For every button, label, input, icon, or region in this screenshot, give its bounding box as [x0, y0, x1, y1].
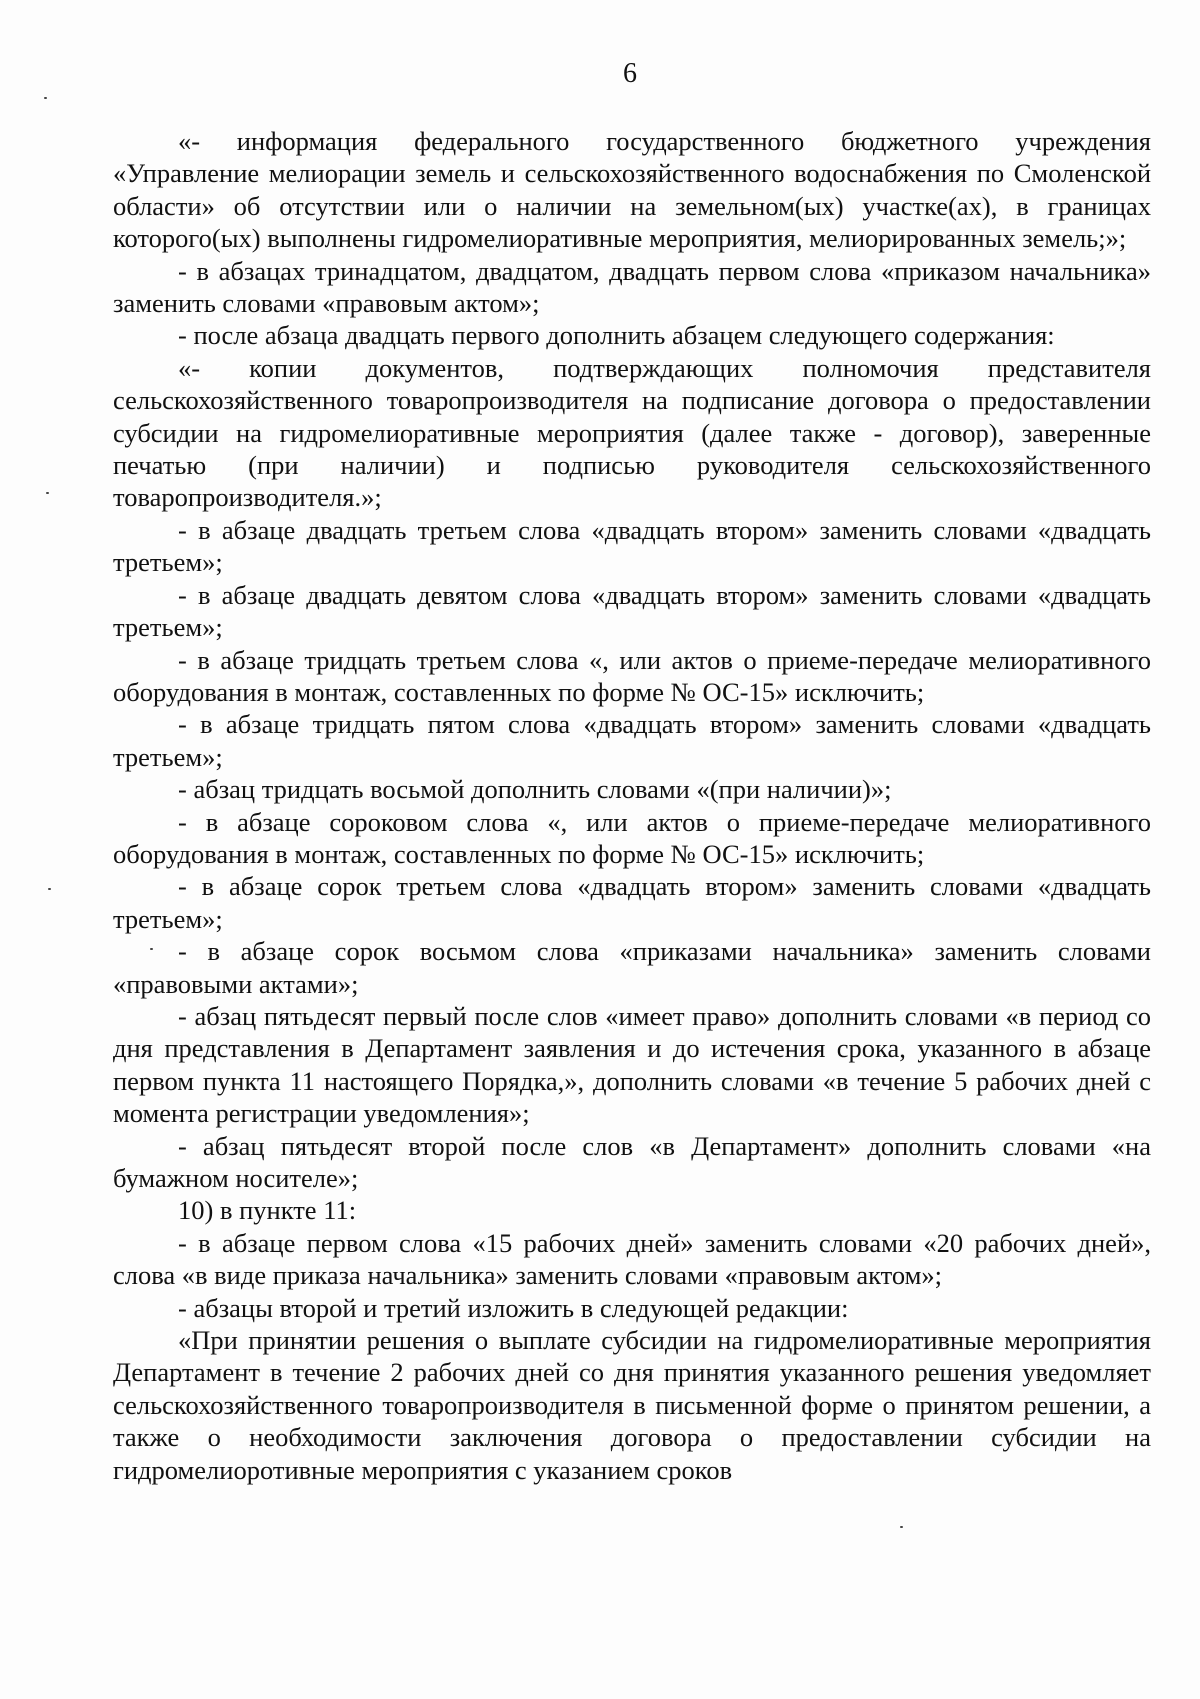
paragraph: - после абзаца двадцать первого дополнить абзацем следующего содержания:: [178, 320, 1055, 351]
paragraph: - абзац пятьдесят второй после слов «в Департамент» дополнить словами «на бумажном носителе»;: [113, 1130, 1151, 1193]
page-number: 6: [623, 58, 637, 89]
paragraph: - в абзаце тридцать пятом слова «двадцать втором» заменить словами «двадцать третьем»;: [113, 709, 1151, 772]
document-body: [113, 125, 1151, 1486]
scan-speck: [44, 97, 47, 99]
scan-speck: [150, 948, 153, 950]
paragraph: «При принятии решения о выплате субсидии на гидромелиоративные мероприятия Департамент в течение 2 рабочих дней со дня принятия указанного решения уведомляет сельскохозяйственного товаропроизводителя в письменной форме о принятом решении, а также о необходимости заключения договора о предоставлении субсидии на гидромелиоротивные мероприятия с указанием сроков: [113, 1325, 1151, 1485]
paragraph: - в абзаце первом слова «15 рабочих дней» заменить словами «20 рабочих дней», слова «в виде приказа начальника» заменить словами «правовым актом»;: [113, 1227, 1151, 1291]
paragraph: - абзац пятьдесят первый после слов «имеет право» дополнить словами «в период со дня представления в Департамент заявления и до истечения срока, указанного в абзаце первом пункта 11 настоящего Порядка,», дополнить словами «в течение 5 рабочих дней с момента регистрации уведомления»;: [113, 1000, 1151, 1129]
scan-speck: [900, 1526, 903, 1528]
scan-speck: [46, 492, 49, 494]
paragraph: - абзац тридцать восьмой дополнить словами «(при наличии)»;: [178, 774, 892, 805]
paragraph: - в абзаце тридцать третьем слова «, или актов о приеме-передаче мелиоративного оборудования в монтаж, составленных по форме № ОС-15» исключить;: [113, 644, 1151, 707]
paragraph: - в абзацах тринадцатом, двадцатом, двадцать первом слова «приказом начальника» заменить словами «правовым актом»;: [113, 255, 1151, 319]
paragraph: - в абзаце двадцать девятом слова «двадцать втором» заменить словами «двадцать третьем»;: [113, 579, 1151, 643]
paragraph: - в абзаце сорок третьем слова «двадцать втором» заменить словами «двадцать третьем»;: [113, 871, 1151, 934]
paragraph: - абзацы второй и третий изложить в следующей редакции:: [178, 1292, 849, 1323]
paragraph: «- информация федерального государственного бюджетного учреждения «Управление мелиорации земель и сельскохозяйственного водоснабжения по Смоленской области» об отсутствии или о наличии на земельном(ых) участке(ах), в границах которого(ых) выполнены гидромелиоративные мероприятия, мелиорированных земель;»;: [113, 126, 1151, 254]
paragraph: - в абзаце сороковом слова «, или актов о приеме-передаче мелиоративного оборудования в монтаж, составленных по форме № ОС-15» исключить;: [113, 806, 1151, 869]
paragraph: «- копии документов, подтверждающих полномочия представителя сельскохозяйственного товаропроизводителя на подписание договора о предоставлении субсидии на гидромелиоративные мероприятия (далее также - договор), заверенные печатью (при наличии) и подписью руководителя сельскохозяйственного товаропроизводителя.»;: [113, 352, 1151, 513]
scan-speck: [48, 888, 51, 890]
paragraph: - в абзаце сорок восьмом слова «приказами начальника» заменить словами «правовыми актами»;: [113, 936, 1151, 999]
paragraph: 10) в пункте 11:: [178, 1195, 357, 1226]
paragraph: - в абзаце двадцать третьем слова «двадцать втором» заменить словами «двадцать третьем»;: [113, 514, 1151, 578]
